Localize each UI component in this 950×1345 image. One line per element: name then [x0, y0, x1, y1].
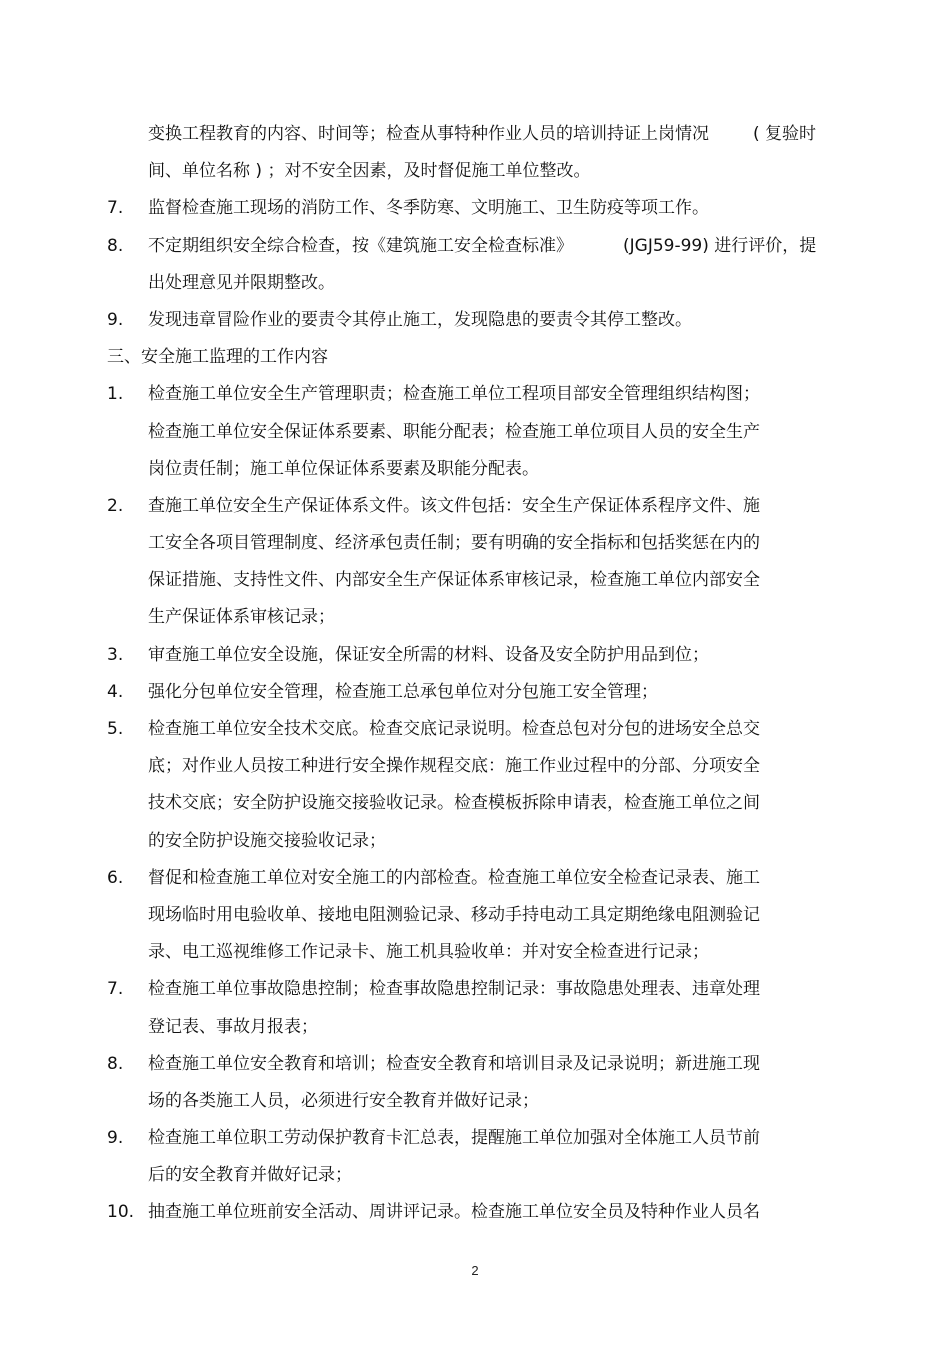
list-item-text: (JGJ59-99) 进行评价，提 — [623, 235, 817, 256]
list-item-text: 检查施工单位安全生产管理职责；检查施工单位工程项目部安全管理组织结构图； — [148, 384, 760, 405]
list-item-text: 抽查施工单位班前安全活动、周讲评记录。检查施工单位安全员及特种作业人员名 — [148, 1202, 760, 1223]
list-item-number: 10. — [107, 1202, 135, 1223]
intro-line-1b: ( 复验时 — [753, 124, 817, 144]
list-item-text: 检查施工单位职工劳动保护教育卡汇总表，提醒施工单位加强对全体施工人员节前 — [148, 1128, 760, 1149]
list-item — [0, 1046, 950, 1083]
list-item-continuation — [0, 265, 950, 302]
intro-line-1: 变换工程教育的内容、时间等；检查从事特种作业人员的培训持证上岗情况 — [148, 124, 709, 144]
page-content — [0, 116, 950, 1232]
list-item-text: 生产保证体系审核记录； — [148, 607, 335, 628]
list-item-continuation — [0, 1009, 950, 1046]
list-item-text: 场的各类施工人员，必须进行安全教育并做好记录； — [148, 1090, 539, 1111]
list-item-text: 现场临时用电验收单、接地电阻测验记录、移动手持电动工具定期绝缘电阻测验记 — [148, 904, 760, 925]
list-item-text: 发现违章冒险作业的要责令其停止施工，发现隐患的要责令其停工整改。 — [148, 309, 692, 330]
list-item-text: 岗位责任制；施工单位保证体系要素及职能分配表。 — [148, 458, 539, 479]
list-item-text: 检查施工单位安全技术交底。检查交底记录说明。检查总包对分包的进场安全总交 — [148, 719, 760, 739]
list-item-continuation — [0, 934, 950, 971]
list-item-text: 查施工单位安全生产保证体系文件。该文件包括：安全生产保证体系程序文件、施 — [148, 495, 760, 516]
list-item-text: 检查施工单位事故隐患控制；检查事故隐患控制记录：事故隐患处理表、违章处理 — [148, 979, 760, 1000]
section-heading-text: 三、安全施工监理的工作内容 — [107, 347, 328, 368]
list-item-number: 7. — [107, 198, 124, 219]
list-item — [0, 1194, 950, 1231]
list-item — [0, 488, 950, 525]
list-item-text: 登记表、事故月报表； — [148, 1016, 318, 1037]
list-item-text: 底；对作业人员按工种进行安全操作规程交底：施工作业过程中的分部、分项安全 — [148, 756, 760, 777]
list-item — [0, 711, 950, 748]
paragraph-line — [0, 153, 950, 190]
list-item-text: 出处理意见并限期整改。 — [148, 272, 335, 293]
list-item-text: 强化分包单位安全管理，检查施工总承包单位对分包施工安全管理； — [148, 681, 658, 702]
list-item — [0, 860, 950, 897]
list-item — [0, 971, 950, 1008]
list-item-continuation — [0, 525, 950, 562]
list-item-number: 5. — [107, 719, 124, 739]
list-item-continuation — [0, 414, 950, 451]
list-item-text: 审查施工单位安全设施，保证安全所需的材料、设备及安全防护用品到位； — [148, 644, 709, 665]
list-item-number: 1. — [107, 384, 124, 405]
list-item-number: 8. — [107, 235, 124, 256]
list-item — [0, 302, 950, 339]
list-item-text: 技术交底；安全防护设施交接验收记录。检查模板拆除申请表，检查施工单位之间 — [148, 793, 760, 814]
list-item-continuation — [0, 748, 950, 785]
page-number: 2 — [471, 1263, 479, 1278]
list-item — [0, 190, 950, 227]
list-item-number: 8. — [107, 1053, 124, 1074]
list-item-continuation — [0, 1083, 950, 1120]
section-heading — [0, 339, 950, 376]
list-item-number: 9. — [107, 309, 124, 330]
list-item-continuation — [0, 1157, 950, 1194]
list-item-text: 录、电工巡视维修工作记录卡、施工机具验收单：并对安全检查进行记录； — [148, 942, 709, 963]
list-item — [0, 228, 950, 265]
list-item-text: 检查施工单位安全教育和培训；检查安全教育和培训目录及记录说明；新进施工现 — [148, 1053, 760, 1074]
list-item — [0, 1120, 950, 1157]
list-item-text: 工安全各项目管理制度、经济承包责任制；要有明确的安全指标和包括奖惩在内的 — [148, 533, 760, 554]
list-item-text: 不定期组织安全综合检查，按《建筑施工安全检查标准》 — [148, 235, 573, 256]
list-item-continuation — [0, 562, 950, 599]
list-item-text: 检查施工单位安全保证体系要素、职能分配表；检查施工单位项目人员的安全生产 — [148, 421, 760, 442]
list-item-continuation — [0, 451, 950, 488]
list-item-number: 3. — [107, 644, 124, 665]
list-item-text: 监督检查施工现场的消防工作、冬季防寒、文明施工、卫生防疫等项工作。 — [148, 198, 709, 219]
list-item-continuation — [0, 785, 950, 822]
list-item-continuation — [0, 897, 950, 934]
list-item-text: 的安全防护设施交接验收记录； — [148, 830, 386, 851]
list-item-number: 4. — [107, 681, 124, 702]
list-item — [0, 376, 950, 413]
list-item-text: 督促和检查施工单位对安全施工的内部检查。检查施工单位安全检查记录表、施工 — [148, 867, 760, 888]
paragraph-line — [0, 116, 950, 153]
list-item — [0, 674, 950, 711]
list-item-text: 保证措施、支持性文件、内部安全生产保证体系审核记录，检查施工单位内部安全 — [148, 570, 760, 591]
list-item-text: 后的安全教育并做好记录； — [148, 1165, 352, 1186]
list-item-number: 2. — [107, 495, 124, 516]
list-item-number: 7. — [107, 979, 124, 1000]
list-item-continuation — [0, 823, 950, 860]
list-item-continuation — [0, 599, 950, 636]
intro-line-2: 间、单位名称 ) ；对不安全因素，及时督促施工单位整改。 — [148, 161, 591, 182]
list-item-number: 9. — [107, 1128, 124, 1149]
list-item — [0, 637, 950, 674]
list-item-number: 6. — [107, 867, 124, 888]
